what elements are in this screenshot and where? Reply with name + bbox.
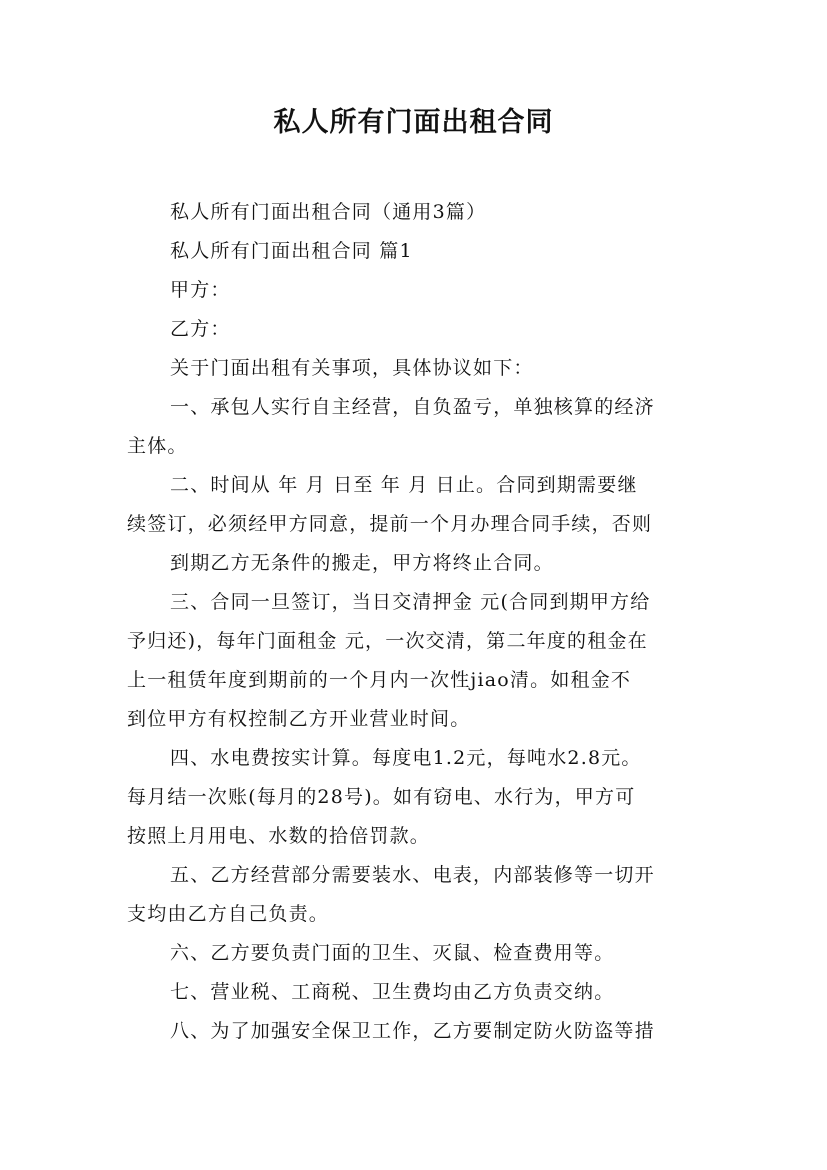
paragraph-line: 关于门面出租有关事项，具体协议如下： [170,357,534,379]
paragraph-line: 私人所有门面出租合同 篇1 [170,240,413,262]
paragraph-line: 七、营业税、工商税、卫生费均由乙方负责交纳。 [170,981,615,1003]
paragraph-line: 支均由乙方自己负责。 [127,903,330,925]
paragraph-line: 三、合同一旦签订，当日交清押金 元(合同到期甲方给 [170,591,651,613]
paragraph-line: 续签订，必须经甲方同意，提前一个月办理合同手续，否则 [127,513,653,535]
paragraph-line: 六、乙方要负责门面的卫生、灭鼠、检查费用等。 [170,942,615,964]
paragraph-line: 二、时间从 年 月 日至 年 月 日止。合同到期需要继 [170,474,638,496]
paragraph-line: 五、乙方经营部分需要装水、电表，内部装修等一切开 [170,864,655,886]
paragraph-line: 予归还)，每年门面租金 元，一次交清，第二年度的租金在 [127,630,648,652]
paragraph-line: 一、承包人实行自主经营，自负盈亏，单独核算的经济 [170,396,655,418]
paragraph-line: 每月结一次账(每月的28号)。如有窃电、水行为，甲方可 [127,786,636,808]
paragraph-line: 到期乙方无条件的搬走，甲方将终止合同。 [170,552,554,574]
paragraph-line: 私人所有门面出租合同（通用3篇） [170,201,487,223]
paragraph-line: 四、水电费按实计算。每度电1.2元，每吨水2.8元。 [170,747,642,769]
paragraph-line: 按照上月用电、水数的拾倍罚款。 [127,825,431,847]
paragraph-line: 八、为了加强安全保卫工作，乙方要制定防火防盗等措 [170,1020,655,1042]
paragraph-line: 到位甲方有权控制乙方开业营业时间。 [127,708,471,730]
document-title: 私人所有门面出租合同 [273,107,554,138]
paragraph-line: 上一租赁年度到期前的一个月内一次性jiao清。如租金不 [127,669,632,691]
paragraph-line: 主体。 [127,435,188,457]
paragraph-line: 乙方： [170,318,231,340]
paragraph-line: 甲方： [170,279,231,301]
